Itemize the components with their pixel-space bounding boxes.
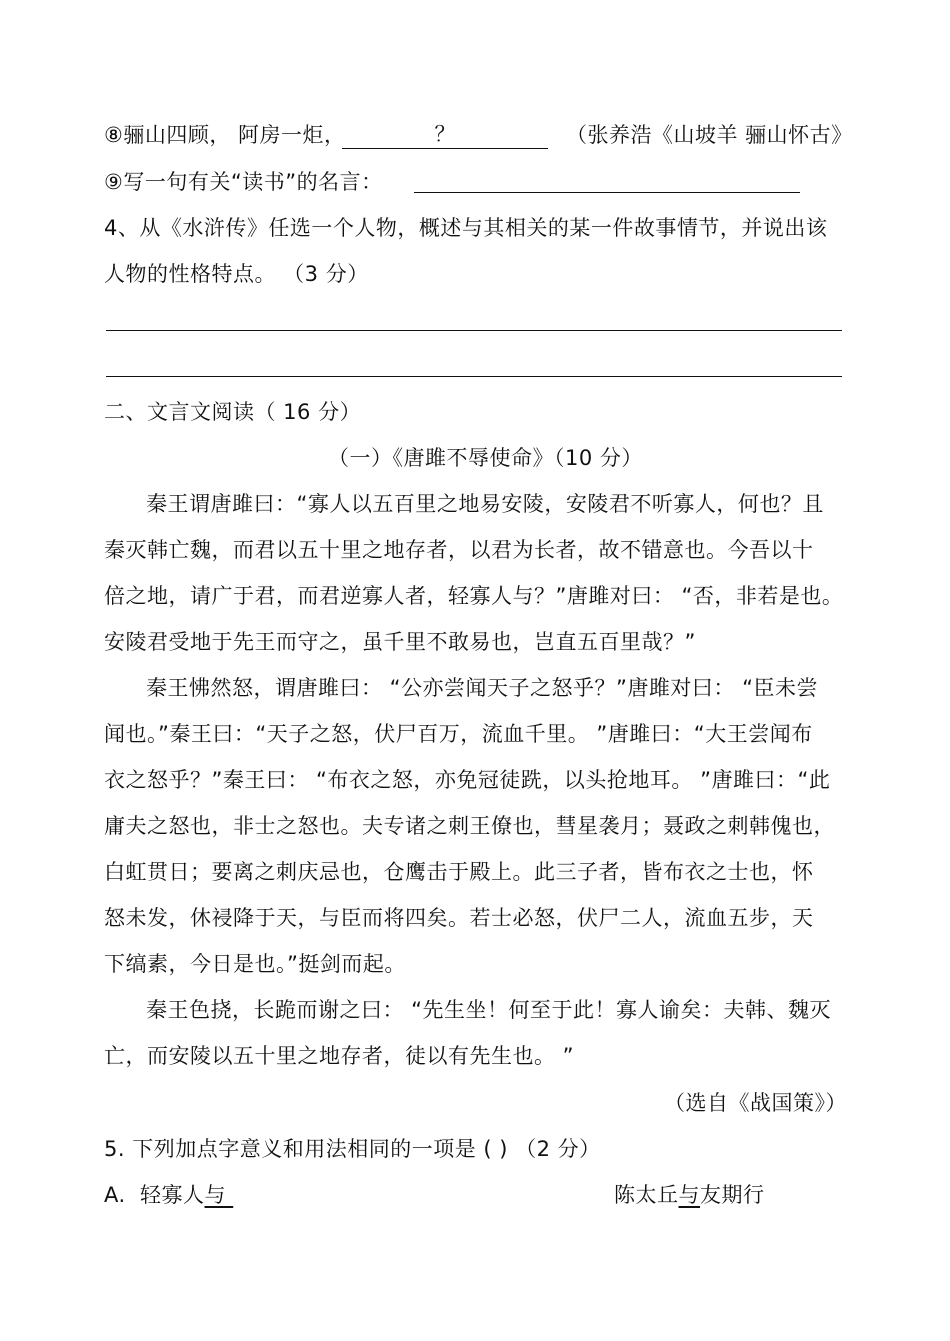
q3-item9: ⑨写一句有关“读书”的名言： — [104, 170, 383, 194]
section2-heading: 二、文言文阅读（ 16 分） — [104, 400, 362, 424]
passage-source: （选自《战国策》） — [664, 1091, 847, 1115]
q3-item8-blank: ？ — [342, 121, 548, 149]
q5-option-a-left — [104, 1181, 233, 1209]
passage-line: 庸夫之怒也，非士之怒也。夫专诸之刺王僚也，彗星袭月；聂政之刺韩傀也， — [104, 814, 835, 838]
q5-option-a-label: A. — [104, 1183, 126, 1207]
q5-option-a-right — [614, 1181, 765, 1209]
q3-item8-source: （张养浩《山坡羊 骊山怀古》 — [566, 123, 853, 147]
q3-item9-answer-line — [414, 192, 800, 193]
q5-option-a-left-underline — [226, 1183, 233, 1207]
passage-line: 下缟素，今日是也。”挺剑而起。 — [104, 952, 406, 976]
q5-option-a-left-prefix: 轻寡人 — [140, 1183, 205, 1207]
passage-line: 安陵君受地于先王而守之，虽千里不敢易也，岂直五百里哉？” — [104, 630, 696, 654]
q4-answer-line-2 — [106, 376, 842, 377]
passage-line: 倍之地，请广于君，而君逆寡人者，轻寡人与？”唐雎对曰： “否，非若是也。 — [104, 584, 844, 608]
q5-option-a-right-char: 与 — [678, 1183, 700, 1207]
passage-line: 怒未发，休祲降于天，与臣而将四矣。若士必怒，伏尸二人，流血五步，天 — [104, 906, 814, 930]
passage-line: 白虹贯日；要离之刺庆忌也，仓鹰击于殿上。此三子者，皆布衣之士也，怀 — [104, 860, 814, 884]
q5-option-a-right-prefix: 陈太丘 — [614, 1183, 679, 1207]
passage-line: 亡，而安陵以五十里之地存者，徒以有先生也。 ” — [104, 1044, 575, 1068]
passage-line: 闻也。”秦王曰：“天子之怒，伏尸百万，流血千里。 ”唐雎曰：“大王尝闻布 — [104, 722, 813, 746]
passage-line: 秦王谓唐雎曰：“寡人以五百里之地易安陵，安陵君不听寡人，何也？且 — [146, 492, 824, 516]
q5-option-a-right-suffix: 友期行 — [700, 1183, 765, 1207]
section2-subheading: （一）《唐雎不辱使命》（10 分） — [328, 446, 643, 470]
q3-item8 — [104, 121, 346, 149]
passage-line: 秦灭韩亡魏，而君以五十里之地存者，以君为长者，故不错意也。今吾以十 — [104, 538, 814, 562]
q5-stem: 5. 下列加点字意义和用法相同的一项是 ( ) （2 分） — [104, 1137, 601, 1161]
q4-answer-line-1 — [106, 330, 842, 331]
q3-item8-prefix: ⑧骊山四顾， 阿房一炬， — [104, 123, 346, 147]
q4-line2: 人物的性格特点。 （3 分） — [104, 262, 369, 286]
passage-line: 衣之怒乎？”秦王曰： “布衣之怒，亦免冠徒跣，以头抢地耳。 ”唐雎曰：“此 — [104, 768, 831, 792]
q5-option-a-left-char: 与 — [204, 1183, 227, 1207]
passage-line: 秦王色挠，长跪而谢之曰： “先生坐！何至于此！寡人谕矣：夫韩、魏灭 — [146, 998, 832, 1022]
q4-line1: 4、从《水浒传》任选一个人物，概述与其相关的某一件故事情节，并说出该 — [104, 216, 828, 240]
passage-line: 秦王怫然怒，谓唐雎曰： “公亦尝闻天子之怒乎？”唐雎对曰： “臣未尝 — [146, 676, 818, 700]
